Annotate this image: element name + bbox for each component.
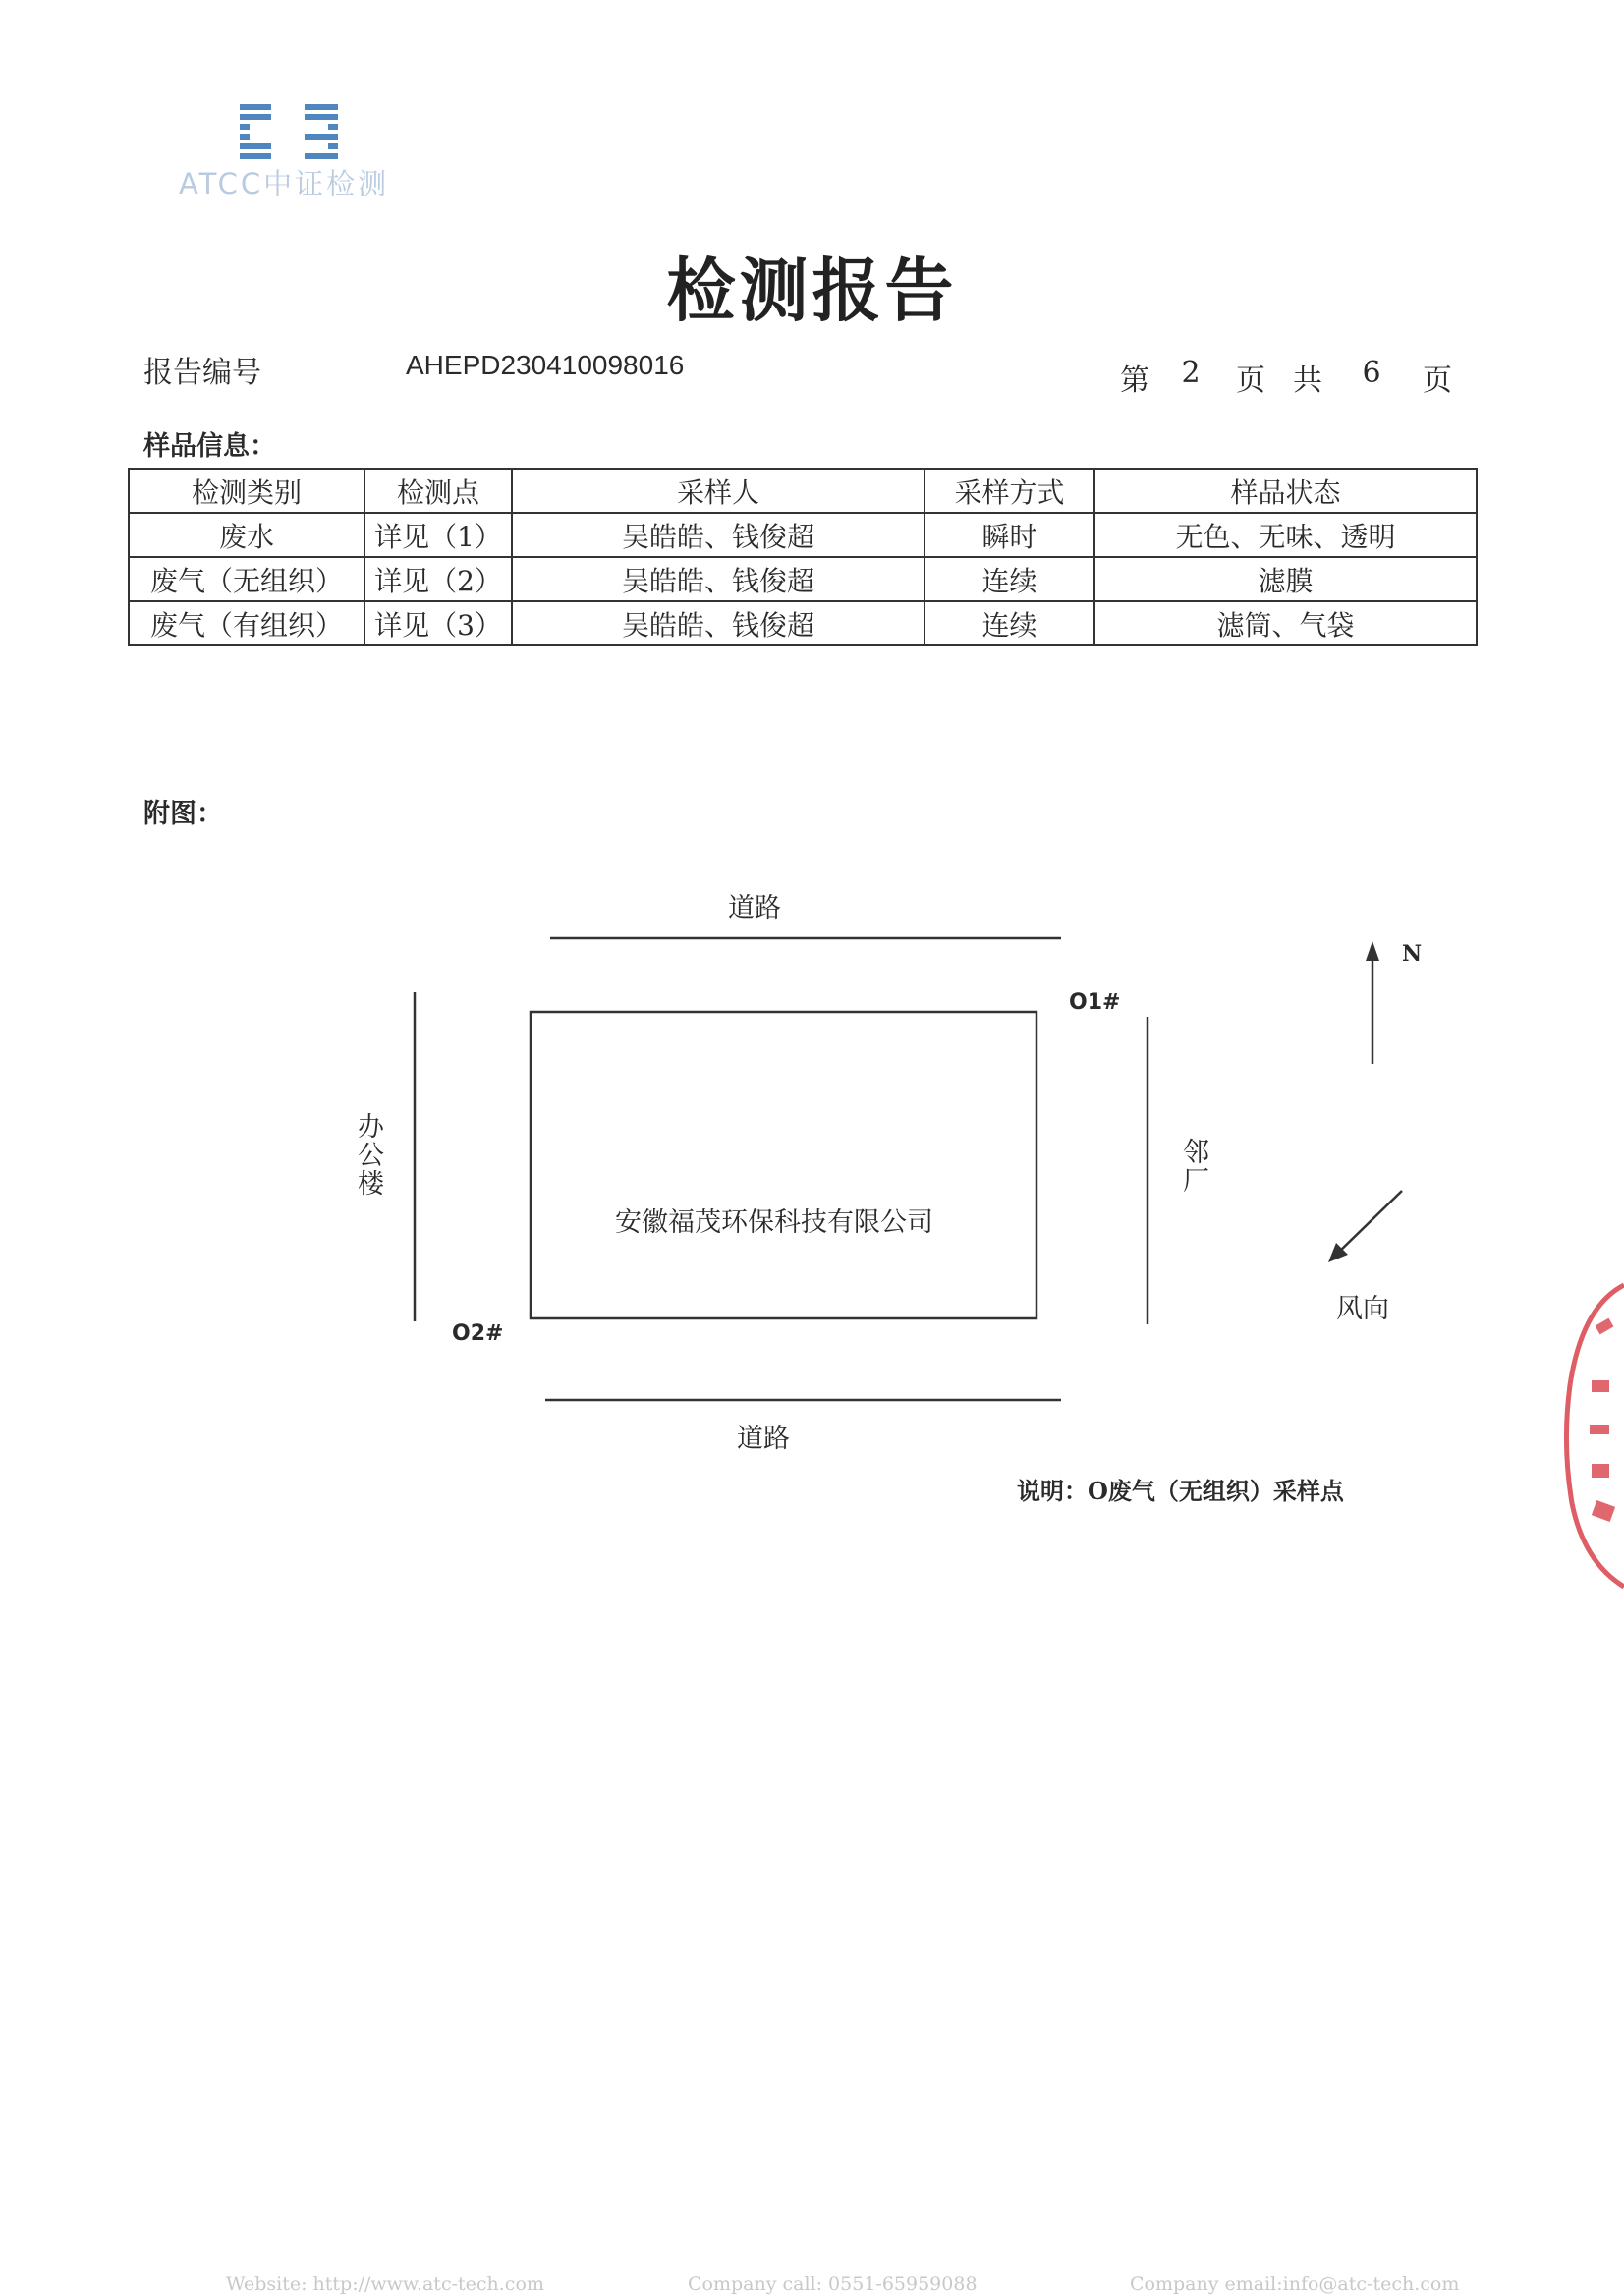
neighbor-factory-label: 邻厂: [1178, 1138, 1208, 1195]
page-current: 2: [1181, 356, 1201, 390]
company-name: 安徽福茂环保科技有限公司: [615, 1207, 933, 1238]
company-boundary: [531, 1012, 1036, 1318]
table-cell: 瞬时: [924, 513, 1094, 557]
sample-info-label: 样品信息：: [143, 431, 276, 462]
table-cell: 废气（无组织）: [129, 557, 364, 601]
office-building-label: 办公楼: [353, 1112, 383, 1198]
table-cell: 详见（3）: [364, 601, 512, 645]
table-cell: 无色、无味、透明: [1094, 513, 1477, 557]
table-cell: 废水: [129, 513, 364, 557]
page-total: 6: [1362, 356, 1381, 390]
table-cell: 详见（1）: [364, 513, 512, 557]
north-arrow-head: [1366, 941, 1379, 961]
page-word-ye: 页: [1236, 364, 1265, 398]
table-cell: 废气（有组织）: [129, 601, 364, 645]
report-number: AHEPD230410098016: [406, 350, 685, 380]
header-cell: 检测类别: [129, 469, 364, 513]
logo-text: ATCC中证检测: [179, 167, 390, 200]
page-word-di: 第: [1120, 364, 1149, 398]
header-cell: 采样方式: [924, 469, 1094, 513]
page-word-ye-2: 页: [1423, 364, 1452, 398]
sampling-point-2: O2#: [452, 1321, 504, 1346]
table-cell: 吴皓皓、钱俊超: [512, 601, 924, 645]
north-label: N: [1402, 941, 1423, 967]
footer-website: Website: http://www.atc-tech.com: [226, 2273, 544, 2295]
header-cell: 检测点: [364, 469, 512, 513]
red-seal-stamp: [1562, 1277, 1624, 1592]
diagram-note: 说明：O废气（无组织）采样点: [1017, 1477, 1344, 1505]
table-cell: 详见（2）: [364, 557, 512, 601]
table-cell: 吴皓皓、钱俊超: [512, 513, 924, 557]
road-top-label: 道路: [728, 893, 781, 924]
page-title: 检测报告: [666, 250, 958, 331]
footer-phone: Company call: 0551-65959088: [688, 2273, 978, 2295]
sampling-point-1: O1#: [1069, 990, 1121, 1015]
header-cell: 样品状态: [1094, 469, 1477, 513]
header-cell: 采样人: [512, 469, 924, 513]
report-number-label: 报告编号: [143, 356, 261, 390]
wind-arrow: [1336, 1191, 1402, 1255]
table-cell: 连续: [924, 601, 1094, 645]
table-cell: 滤膜: [1094, 557, 1477, 601]
road-bottom-label: 道路: [737, 1424, 790, 1454]
table-cell: 滤筒、气袋: [1094, 601, 1477, 645]
attachment-label: 附图：: [143, 799, 223, 829]
wind-direction-label: 风向: [1336, 1294, 1389, 1324]
footer-email: Company email:info@atc-tech.com: [1130, 2273, 1460, 2295]
table-cell: 连续: [924, 557, 1094, 601]
page-word-gong: 共: [1293, 364, 1322, 398]
table-cell: 吴皓皓、钱俊超: [512, 557, 924, 601]
